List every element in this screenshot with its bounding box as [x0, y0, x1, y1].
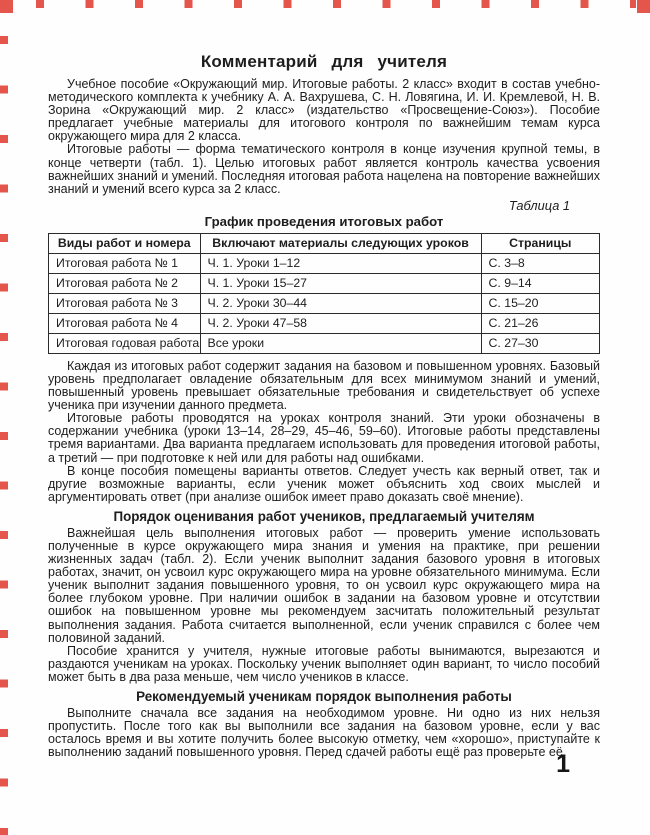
table-caption: Таблица 1 — [508, 197, 570, 213]
table-cell: Ч. 1. Уроки 15–27 — [200, 273, 481, 293]
table-cell: Ч. 1. Уроки 1–12 — [200, 253, 481, 273]
table-title: График проведения итоговых работ — [204, 213, 444, 229]
cut-marks-top-icon — [36, 0, 636, 8]
table-row — [49, 293, 600, 313]
table-cell: С. 21–26 — [481, 313, 599, 333]
corner-cut-mark-icon — [0, 0, 13, 13]
table-header-cell: Страницы — [481, 233, 599, 253]
table-cell: Итоговая работа № 4 — [49, 313, 201, 333]
table-cell: С. 3–8 — [481, 253, 599, 273]
table-row — [49, 313, 600, 333]
table-cell: Ч. 2. Уроки 47–58 — [200, 313, 481, 333]
page-content — [48, 52, 600, 759]
paragraph-intro-1: Учебное пособие «Окружающий мир. Итоговые работы. 2 класс» входит в состав учебно-методического комплекта к учебнику А. А. Вахрушева, С. Н. Ловягина, И. И. Кремлевой, Н. В. Зорина «Окружающий мир. 2 класс» (издательство «Просвещение-Союз»). Пособие предлагает учебные материалы для итогового контроля по важнейшим темам курса окружающего мира для 2 класса. — [48, 77, 600, 144]
table-cell: Итоговая работа № 1 — [49, 253, 201, 273]
table-row — [49, 273, 600, 293]
table-header-cell: Виды работ и номера — [49, 233, 201, 253]
cut-marks-left-icon — [0, 36, 8, 835]
paragraph-student-order: Выполните сначала все задания на необходимом уровне. Ни одно из них нельзя пропустить. После того как вы выполнили все задания на базовом уровне, если у вас осталось время и вы хотите получить более высокую отметку, чем «хорошо», приступайте к выполнению заданий повышенного уровня. Перед сдачей работы ещё раз проверьте её. — [48, 706, 600, 760]
table-cell: С. 15–20 — [481, 293, 599, 313]
table-cell: С. 27–30 — [481, 333, 599, 353]
paragraph-levels: Каждая из итоговых работ содержит задания на базовом и повышенном уровнях. Базовый уровень предполагает овладение обязательным для всех минимумом знаний и умений, повышенный уровень превышает обязательные требования и свидетельствует об успехе ученика при изучении данного предмета. — [48, 358, 600, 413]
table-cell: С. 9–14 — [481, 273, 599, 293]
table-cell: Итоговая годовая работа — [49, 333, 201, 353]
schedule-table — [48, 233, 600, 354]
table-cell: Итоговая работа № 3 — [49, 293, 201, 313]
table-row — [49, 253, 600, 273]
table-header-cell: Включают материалы следующих уроков — [200, 233, 481, 253]
table-cell: Все уроки — [200, 333, 481, 353]
table-row — [49, 333, 600, 353]
paragraph-grading-1: Важнейшая цель выполнения итоговых работ — проверить умение использовать полученные в курсе окружающего мира знания и умения на практике, при решении жизненных задач (табл. 2). Если ученик выполнит задания базового уровня в итоговых работах, значит, он усвоил курс окружающего мира на уровне обязательного минимума. Если ученик выполнит задания повышенного уровня, то он усвоил курс окружающего мира на более глубоком уровне. При наличии ошибок в задании на базовом уровне и отсутствии ошибок на повышенном уровне мы рекомендуем засчитать положительный результат выполнения задания. Работа считается выполненной, если ученик справился с более чем половиной заданий. — [48, 525, 600, 645]
corner-cut-mark-icon — [637, 0, 650, 13]
paragraph-answers: В конце пособия помещены варианты ответов. Следует учесть как верный ответ, так и другие возможные варианты, если ученик может объяснить ход своих мыслей и аргументировать ответ (при анализе ошибок имеет право доказать своё мнение). — [48, 463, 600, 504]
section-heading-grading: Порядок оценивания работ учеников, предлагаемый учителям — [113, 508, 535, 524]
page-title: Комментарий для учителя — [200, 52, 448, 71]
paragraph-lessons: Итоговые работы проводятся на уроках контроля знаний. Эти уроки обозначены в содержании учебника (уроки 13–14, 28–29, 45–46, 59–60). Итоговые работы представлены тремя вариантами. Два варианта предлагаем использовать для проведения итоговой работы, а третий — при подготовке к ней или для работы над ошибками. — [48, 411, 600, 465]
paragraph-intro-2: Итоговые работы — форма тематического контроля в конце изучения крупной темы, в конце четверти (табл. 1). Целью итоговых работ является контроль качества усвоения важнейших знаний и умений. Последняя итоговая работа нацелена на повторение важнейших знаний и умений всего курса за 2 класс. — [48, 142, 600, 196]
page-number: 1 — [556, 750, 570, 778]
table-cell: Ч. 2. Уроки 30–44 — [200, 293, 481, 313]
table-cell: Итоговая работа № 2 — [49, 273, 201, 293]
section-heading-student-order: Рекомендуемый ученикам порядок выполнения работы — [136, 689, 512, 704]
paragraph-grading-2: Пособие хранится у учителя, нужные итоговые работы вынимаются, вырезаются и раздаются ученикам на уроках. Поскольку ученик выполняет один вариант, то число пособий может быть в два раза меньше, чем число учеников в классе. — [48, 643, 600, 684]
table-header-row — [49, 233, 600, 253]
